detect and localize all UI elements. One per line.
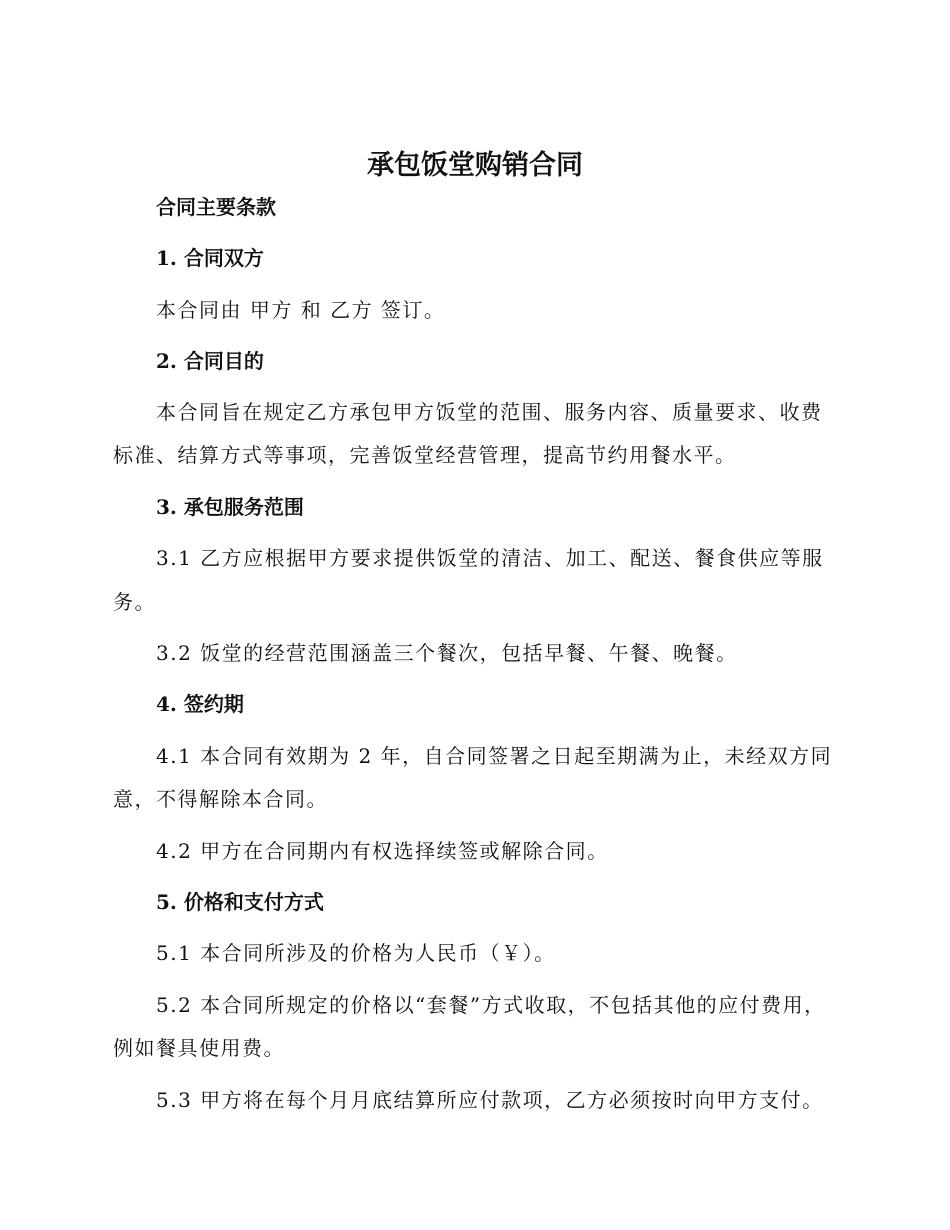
document-title: 承包饭堂购销合同 [367,150,583,181]
section-4-item-1-line-1: 4.1 本合同有效期为 2 年，自合同签署之日起至期满为止，未经双方同 [156,744,833,768]
section-2-paragraph-line-2: 标准、结算方式等事项，完善饭堂经营管理，提高节约用餐水平。 [113,443,737,467]
section-1-paragraph: 本合同由 甲方 和 乙方 签订。 [156,298,446,322]
section-5-heading: 5. 价格和支付方式 [156,890,324,914]
section-3-heading: 3. 承包服务范围 [156,495,304,519]
section-3-item-1-line-2: 务。 [113,590,156,614]
section-4-item-1-line-2: 意，不得解除本合同。 [113,787,328,811]
section-5-item-3: 5.3 甲方将在每个月月底结算所应付款项，乙方必须按时向甲方支付。 [156,1088,824,1112]
section-2-heading: 2. 合同目的 [156,349,264,373]
section-main-heading: 合同主要条款 [156,195,276,219]
section-2-paragraph-line-1: 本合同旨在规定乙方承包甲方饭堂的范围、服务内容、质量要求、收费 [156,400,823,424]
section-5-item-1: 5.1 本合同所涉及的价格为人民币（￥）。 [156,941,556,965]
section-5-item-2-line-1: 5.2 本合同所规定的价格以“套餐”方式收取，不包括其他的应付费用， [156,993,826,1017]
section-1-heading: 1. 合同双方 [156,246,264,270]
section-3-item-2: 3.2 饭堂的经营范围涵盖三个餐次，包括早餐、午餐、晚餐。 [156,641,738,665]
section-5-item-2-line-2: 例如餐具使用费。 [113,1036,285,1060]
section-3-item-1-line-1: 3.1 乙方应根据甲方要求提供饭堂的清洁、加工、配送、餐食供应等服 [156,546,824,570]
section-4-heading: 4. 签约期 [156,692,244,716]
section-4-item-2: 4.2 甲方在合同期内有权选择续签或解除合同。 [156,839,609,863]
